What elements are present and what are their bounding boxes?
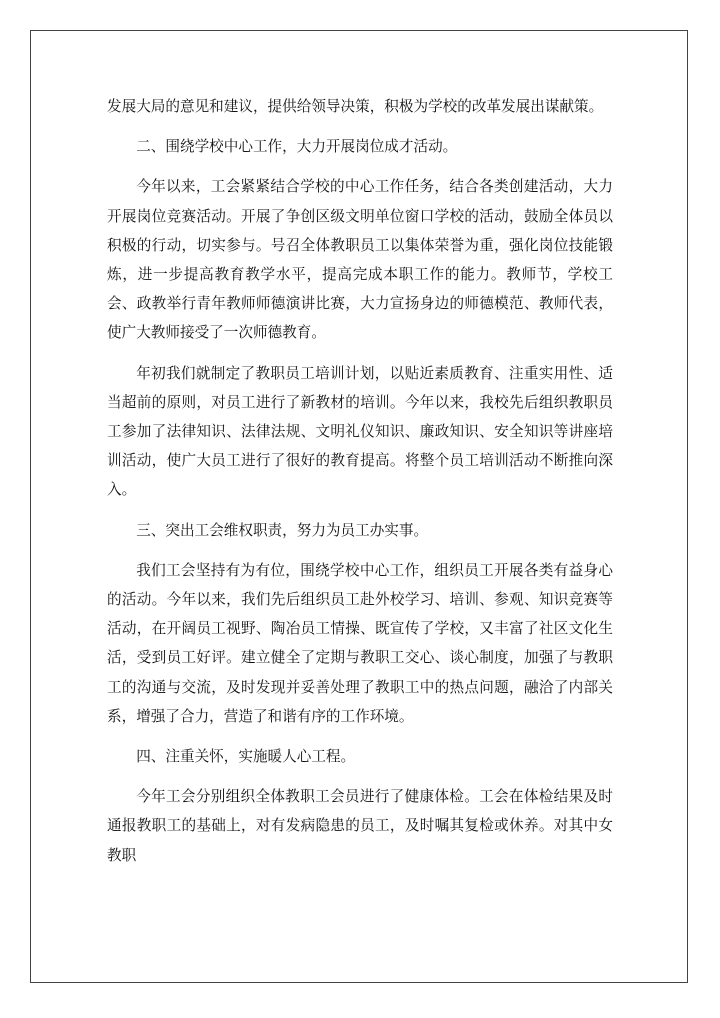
document-body (107, 92, 613, 881)
paragraph: 我们工会坚持有为有位，围绕学校中心工作，组织员工开展各类有益身心的活动。今年以来，我们先后组织员工赴外校学习、培训、参观、知识竞赛等活动，在开阔员工视野、陶冶员工情操、既宣传了学校，又丰富了社区文化生活，受到员工好评。建立健全了定期与教职工交心、谈心制度，加强了与教职工的沟通与交流，及时发现并妥善处理了教职工中的热点问题，融洽了内部关系，增强了合力，营造了和谐有序的工作环境。 (107, 561, 613, 725)
paragraph-continuation: 发展大局的意见和建议，提供给领导决策，积极为学校的改革发展出谋献策。 (107, 98, 604, 115)
paragraph: 今年以来，工会紧紧结合学校的中心工作任务，结合各类创建活动，大力开展岗位竞赛活动。开展了争创区级文明单位窗口学校的活动，鼓励全体员以积极的行动，切实参与。号召全体教职员工以集体荣誉为重，强化岗位技能锻炼，进一步提高教育教学水平，提高完成本职工作的能力。教师节，学校工会、政教举行青年教师师德演讲比赛，大力宣扬身边的师德模范、教师代表，使广大教师接受了一次师德教育。 (107, 178, 613, 342)
section-heading-4: 四、注重关怀，实施暖人心工程。 (136, 748, 356, 766)
paragraph: 今年工会分别组织全体教职工会员进行了健康体检。工会在体检结果及时通报教职工的基础上，对有发病隐患的员工，及时嘱其复检或休养。对其中女教职 (107, 788, 613, 864)
section-heading-2: 二、围绕学校中心工作，大力开展岗位成才活动。 (136, 138, 458, 156)
paragraph: 年初我们就制定了教职员工培训计划，以贴近素质教育、注重实用性、适当超前的原则，对员工进行了新教材的培训。今年以来，我校先后组织教职员工参加了法律知识、法律法规、文明礼仪知识、廉政知识、安全知识等讲座培训活动，使广大员工进行了很好的教育提高。将整个员工培训活动不断推向深入。 (107, 364, 613, 499)
section-heading-3: 三、突出工会维权职责，努力为员工办实事。 (136, 521, 429, 539)
